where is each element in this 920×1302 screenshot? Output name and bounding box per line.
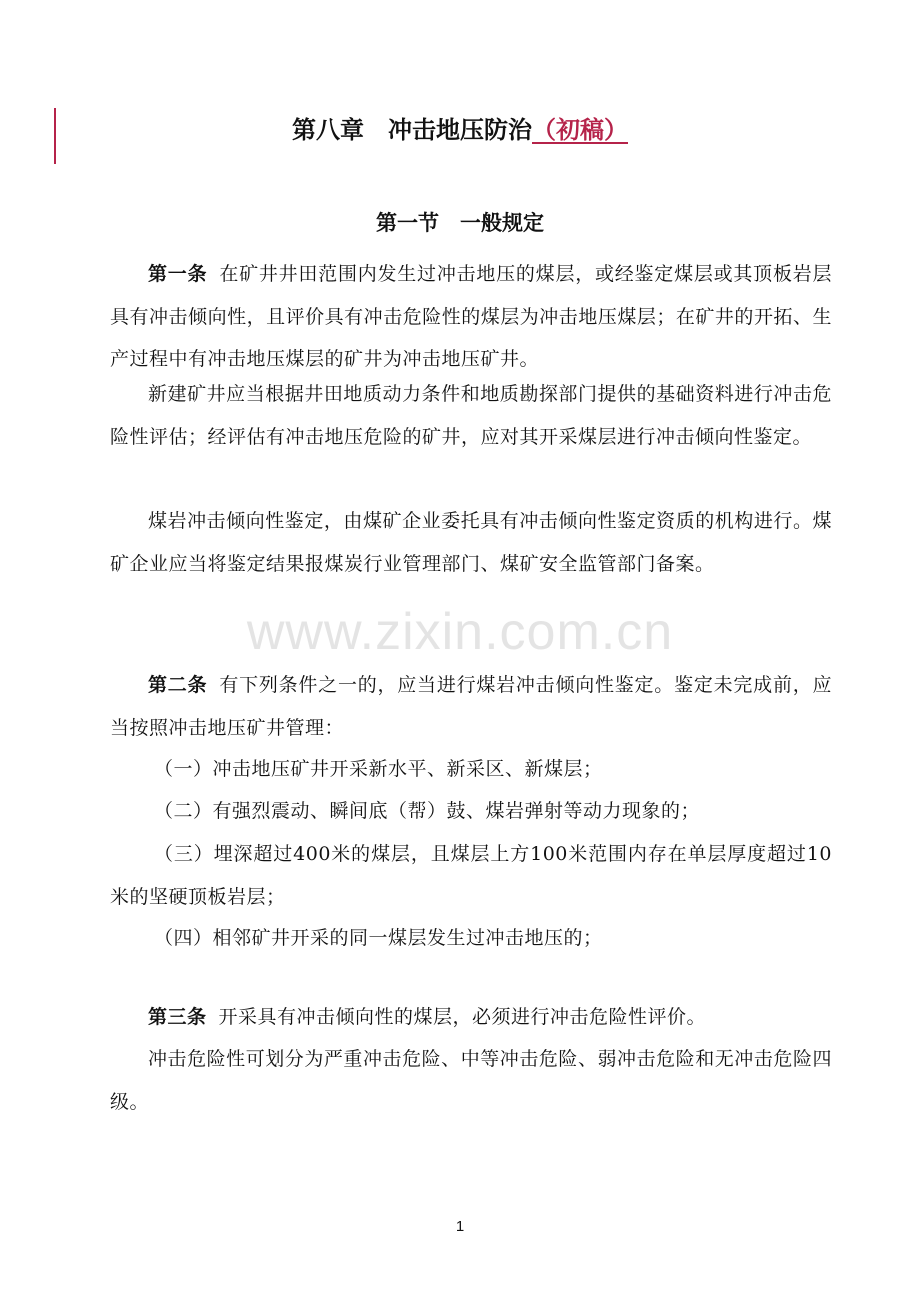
article-1-paragraph-2: 新建矿井应当根据井田地质动力条件和地质勘探部门提供的基础资料进行冲击危险性评估；经评估有冲击地压危险的矿井，应对其开采煤层进行冲击倾向性鉴定。	[110, 383, 832, 448]
chapter-title-text: 第八章 冲击地压防治	[292, 116, 532, 144]
article-1-paragraph-3: 煤岩冲击倾向性鉴定，由煤矿企业委托具有冲击倾向性鉴定资质的机构进行。煤矿企业应当将鉴定结果报煤炭行业管理部门、煤矿安全监管部门备案。	[110, 510, 832, 575]
article-2-text-1: 有下列条件之一的，应当进行煤岩冲击倾向性鉴定。鉴定未完成前，应当按照冲击地压矿井管理：	[110, 674, 832, 739]
page-number: 1	[455, 1218, 465, 1235]
chapter-title	[0, 110, 920, 150]
watermark: www.zixin.com.cn	[246, 603, 674, 661]
article-2-number: 第二条	[148, 674, 208, 696]
article-1-paragraph-1	[110, 253, 832, 381]
article-3-paragraph-2: 冲击危险性可划分为严重冲击危险、中等冲击危险、弱冲击危险和无冲击危险四级。	[110, 1048, 832, 1113]
article-2-item-4: （四）相邻矿井开采的同一煤层发生过冲击地压的；	[154, 927, 603, 949]
article-2-item-3: （三）埋深超过400米的煤层，且煤层上方100米范围内存在单层厚度超过10米的坚硬顶板岩层；	[110, 843, 832, 908]
draft-note: （初稿）	[532, 116, 628, 144]
article-2-paragraph-1	[110, 664, 832, 749]
section-title: 第一节 一般规定	[376, 211, 544, 235]
article-3-paragraph-1	[110, 996, 832, 1039]
article-1-text-1: 在矿井井田范围内发生过冲击地压的煤层，或经鉴定煤层或其顶板岩层具有冲击倾向性，且评价具有冲击危险性的煤层为冲击地压煤层；在矿井的开拓、生产过程中有冲击地压煤层的矿井为冲击地压矿井。	[110, 263, 832, 371]
article-1-number: 第一条	[148, 263, 208, 285]
article-2-item-1: （一）冲击地压矿井开采新水平、新采区、新煤层；	[154, 758, 603, 780]
article-3-number: 第三条	[148, 1006, 207, 1028]
article-2-item-2: （二）有强烈震动、瞬间底（帮）鼓、煤岩弹射等动力现象的；	[154, 800, 701, 822]
article-3-text-1: 开采具有冲击倾向性的煤层，必须进行冲击危险性评价。	[218, 1006, 707, 1028]
